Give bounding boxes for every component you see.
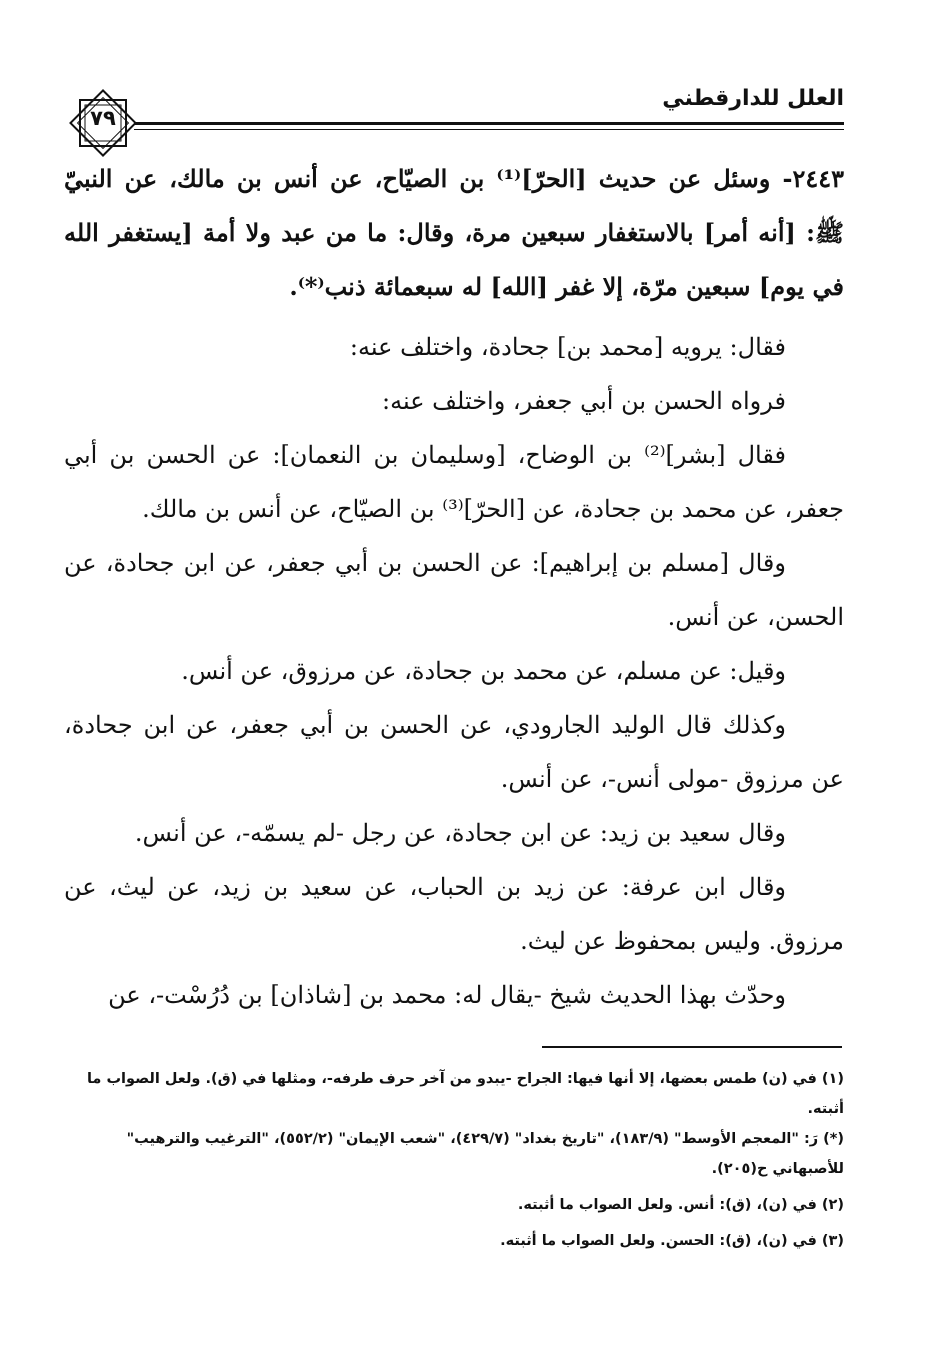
header-rule-thick: [134, 122, 844, 125]
footnote: (١) في (ن) طمس بعضها، إلا أنها فيها: الجراح -يبدو من آخر حرف طرفه-، ومثلها في (ق). ولعل الصواب ما أثبته.: [86, 1071, 844, 1117]
footnote: (٣) في (ن)، (ق): الحسن. ولعل الصواب ما أثبته.: [500, 1233, 844, 1249]
text-paragraph: وحدّث بهذا الحديث شيخ -يقال له: محمد بن [شاذان] بن دُرُسْت-، عن: [108, 981, 786, 1009]
header-rule-thin: [134, 129, 844, 130]
footnote: (*) رَ: "المعجم الأوسط" (١٨٣/٩)، "تاريخ بغداد" (٤٢٩/٧)، "شعب الإيمان" (٥٥٢/٢)، "الترغيب والترهيب" للأصبهاني ح(٢٠٥).: [126, 1131, 844, 1177]
page-number-badge: [66, 86, 140, 160]
text-paragraph: وقال [مسلم بن إبراهيم]: عن الحسن بن أبي جعفر، عن ابن جحادة، عن الحسن، عن أنس.: [64, 549, 844, 631]
text-paragraph: فقال [بشر]⁽²⁾ بن الوضاح، [وسليمان بن النعمان]: عن الحسن بن أبي جعفر، عن محمد بن جحادة، عن [الحرّ]⁽³⁾ بن الصيّاح، عن أنس بن مالك.: [64, 441, 844, 523]
footnote-separator: [542, 1046, 842, 1048]
text-paragraph: فقال: يرويه [محمد بن] جحادة، واختلف عنه:: [349, 333, 786, 361]
hadith-entry-paragraph: ٢٤٤٣- وسئل عن حديث [الحرّ]⁽¹⁾ بن الصيّاح، عن أنس بن مالك، عن النبيّ ﷺ: [أنه أمر] بالاستغفار سبعين مرة، وقال: ما من عبد ولا أمة [يستغفر الله في يوم] سبعين مرّة، إلا غفر [الله] له سبعمائة ذنب⁽*⁾.: [64, 164, 844, 301]
footnotes: [64, 1064, 844, 1256]
text-paragraph: فرواه الحسن بن أبي جعفر، واختلف عنه:: [382, 387, 786, 415]
text-paragraph: وكذلك قال الوليد الجارودي، عن الحسن بن أبي جعفر، عن ابن جحادة، عن مرزوق -مولى أنس-، عن أنس.: [64, 711, 844, 793]
text-paragraph: وقال ابن عرفة: عن زيد بن الحباب، عن سعيد بن زيد، عن ليث، عن مرزوق. وليس بمحفوظ عن ليث.: [64, 873, 844, 955]
text-paragraph: وقيل: عن مسلم، عن محمد بن جحادة، عن مرزوق، عن أنس.: [181, 657, 786, 685]
running-title: العلل للدارقطني: [662, 86, 844, 111]
main-text: [64, 152, 844, 1022]
page-number: ٧٩: [90, 106, 116, 130]
footnote: (٢) في (ن)، (ق): أنس. ولعل الصواب ما أثبته.: [517, 1197, 844, 1213]
text-paragraph: وقال سعيد بن زيد: عن ابن جحادة، عن رجل -لم يسمّه-، عن أنس.: [134, 819, 786, 847]
running-header: [64, 86, 844, 146]
